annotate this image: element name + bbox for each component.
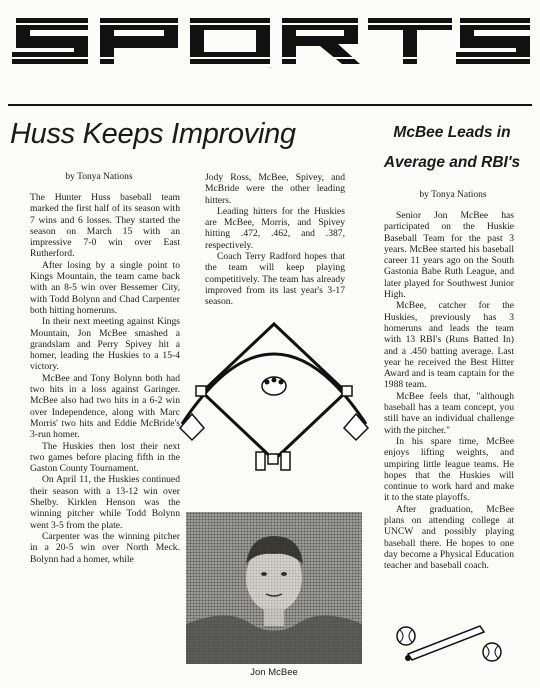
article-right-col bbox=[384, 210, 514, 572]
photo-caption: Jon McBee bbox=[250, 667, 298, 678]
headline-right bbox=[372, 118, 532, 178]
paragraph: Carpenter was the winning pitcher in a 20-5 win over North Meck. Bolynn had a homer, while bbox=[30, 530, 180, 565]
headline-right-line2: Average and RBI's bbox=[383, 154, 521, 171]
paragraph: Senior Jon McBee has participated on the Huskie Baseball Team for the past 3 years. McBee started his baseball career 11 years ago on the South Gastonia Babe Ruth League, and later played for Southwest Junior High. bbox=[384, 210, 514, 301]
paragraph: The Hunter Huss baseball team marked the first half of its season with 7 wins and 6 losses. They started the season on March 15 with an impressive 7-0 win over East Rutherford. bbox=[30, 192, 180, 260]
paragraph: After graduation, McBee plans on attending college at UNCW and possibly playing baseball there. He hopes to one day become a Physical Education teacher and baseball coach. bbox=[384, 503, 514, 572]
paragraph: McBee, catcher for the Huskies, previously has 3 homeruns and leads the team with 13 RBI's (Runs Batted In) and a .450 batting average. Last year he received the Best Hitter Award and is team captain for the 1988 team. bbox=[384, 300, 514, 391]
headline-left: Huss Keeps Improving bbox=[10, 118, 296, 150]
paragraph: McBee feels that, "although baseball has a team concept, you still have an individual challenge with the pitcher." bbox=[384, 390, 514, 436]
ball-and-bat-icon bbox=[392, 618, 504, 666]
article-left-col2 bbox=[205, 172, 345, 308]
paragraph: The Huskies then lost their next two games before placing fifth in the Gaston County Tournament. bbox=[30, 440, 180, 475]
paragraph: Coach Terry Radford hopes that the team will keep playing competitively. The team has already improved from its last year's 3-17 season. bbox=[205, 251, 345, 308]
headline-right-line1: McBee Leads in bbox=[393, 124, 511, 141]
paragraph: In his spare time, McBee enjoys lifting weights, and umpiring little league teams. He hopes that the Huskies will continue to work hard and make it to the state playoffs. bbox=[384, 435, 514, 504]
paragraph: On April 11, the Huskies continued their season with a 13-12 win over Shelby. Kirklen Henson was the winning pitcher while Todd Bolynn went 3-5 from the plate. bbox=[30, 474, 180, 531]
masthead-title: SPORTS bbox=[268, 68, 272, 69]
top-rule bbox=[8, 104, 532, 106]
byline-right: by Tonya Nations bbox=[419, 190, 487, 200]
baseball-diamond-icon bbox=[176, 318, 372, 472]
paragraph: After losing by a single point to Kings Mountain, the team came back with an 8-5 win over Bessemer City, with Todd Bolynn and Chad Carpenter both hitting homeruns. bbox=[30, 259, 180, 316]
article-left-col1 bbox=[30, 192, 180, 565]
byline-left: by Tonya Nations bbox=[65, 172, 133, 182]
paragraph: Leading hitters for the Huskies are McBee, Morris, and Spivey hitting .472, .462, and .387, respectively. bbox=[205, 205, 345, 251]
paragraph: Jody Ross, McBee, Spivey, and McBride were the other leading hitters. bbox=[205, 172, 345, 206]
sports-masthead bbox=[8, 8, 532, 72]
photo-jon-mcbee bbox=[186, 512, 362, 664]
paragraph: McBee and Tony Bolynn both had two hits in a loss against Garinger. McBee also had two hits in a 6-2 win over Independence, along with Marc Morris' two hits and Eddie McBride's 3-run homer. bbox=[30, 372, 180, 441]
paragraph: In their next meeting against Kings Mountain, Jon McBee smashed a grandslam and Perry Spivey hit a homer, leading the Huskies to a 15-4 victory. bbox=[30, 316, 180, 373]
